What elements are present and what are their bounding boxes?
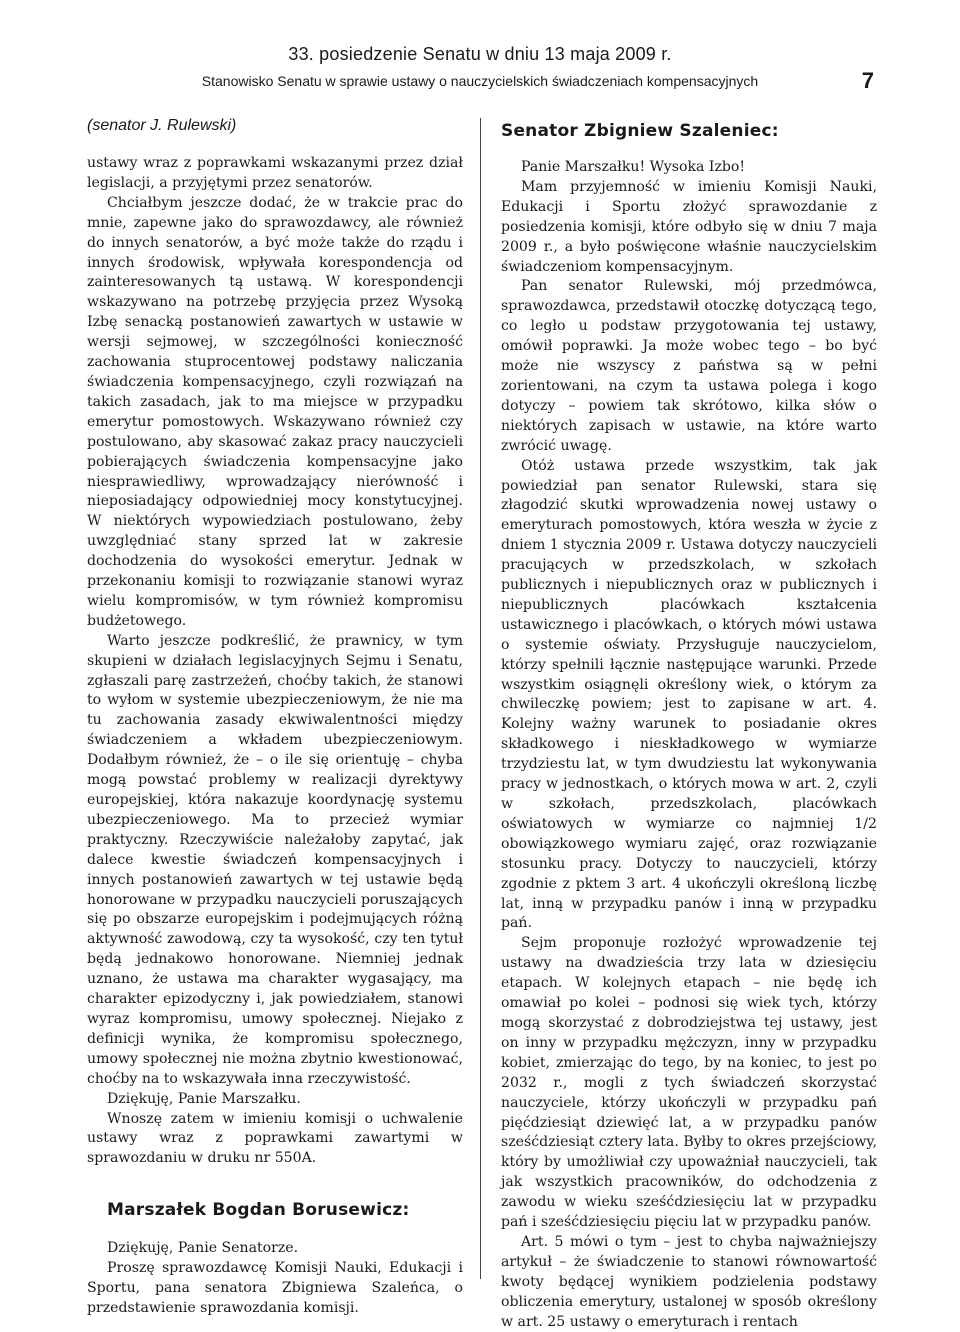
paragraph: Proszę sprawozdawcę Komisji Nauki, Edukacji i Sportu, pana senatora Zbigniewa Szaleńca, o przedstawienie sprawozdania komisji.: [87, 1260, 463, 1316]
speaker-heading: Senator Zbigniew Szaleniec:: [501, 121, 779, 141]
paragraph: Otóż ustawa przede wszystkim, tak jak powiedział pan senator Rulewski, stara się złagodzić skutki wprowadzenia nowej ustawy o emeryturach pomostowych, która weszła w życie z dniem 1 stycznia 2009 r. Ustawa dotyczy nauczycieli pracujących w przedszkolach, w szkołach publicznych i niepublicznych oraz w publicznych i niepublicznych placówkach kształcenia ustawicznego i placówkach, o których mówi ustawa o systemie oświaty. Przysługuje nauczycielom, którzy spełnili łącznie następujące warunki. Przede wszystkim osiągnęli określony wiek, o którym za chwileczkę powiem; jest to zapisane w art. 4. Kolejny ważny warunek to posiadanie okres składkowego i nieskładkowego w wymiarze trzydziestu lat, w tym dwudziestu lat wykonywania pracy w jednostkach, o których mowa w art. 2, czyli w szkołach, przedszkolach, placówkach oświatowych w wymiarze co najmniej 1/2 obowiązkowego wymiaru zajęć, oraz rozwiązanie stosunku pracy. Dotyczy to nauczycieli, którzy zgodnie z pktem 3 art. 4 ukończyli określoną liczbę lat, inną w przypadku panów i inną w przypadku pań.: [501, 457, 877, 932]
paragraph: ustawy wraz z poprawkami wskazanymi przez dział legislacji, a przyjętymi przez senatorów.: [87, 155, 463, 191]
left-column: [87, 116, 463, 1319]
session-title: 33. posiedzenie Senatu w dniu 13 maja 2009 r.: [288, 44, 672, 64]
paragraph: Art. 5 mówi o tym – jest to chyba najważniejszy artykuł – że świadczenie to stanowi równowartość kwoty będącej wynikiem podzielenia podstawy obliczenia emerytury, ustalonej w sposób określony w art. 25 ustawy o emeryturach i rentach: [501, 1233, 877, 1330]
document-subtitle: Stanowisko Senatu w sprawie ustawy o nauczycielskich świadczeniach kompensacyjnych: [201, 73, 759, 89]
paragraph: Pan senator Rulewski, mój przedmówca, sprawozdawca, przedstawił otoczkę dotyczącą tego, co legło u podstaw przygotowania tej ustawy, omówił poprawki. Ja może wobec tego – bo być może nie wszyscy z państwa są w pełni zorientowani, na czym ta ustawa polega i kogo dotyczy – powiem tak skrótowo, kilka słów o niektórych zapisach w ustawie, na które warto zwrócić uwagę.: [501, 278, 877, 454]
paragraph: Wnoszę zatem w imieniu komisji o uchwalenie ustawy wraz z poprawkami zawartymi w sprawozdaniu w druku nr 550A.: [87, 1110, 463, 1167]
column-divider: [480, 118, 481, 1279]
paragraph: Dziękuję, Panie Senatorze.: [107, 1240, 299, 1257]
speaker-note: (senator J. Rulewski): [87, 117, 237, 134]
paragraph: Dziękuję, Panie Marszałku.: [107, 1090, 301, 1107]
paragraph: Chciałbym jeszcze dodać, że w trakcie prac do mnie, zapewne jako do sprawozdawcy, ale również do innych senatorów, a być może także do rządu i innych środowisk, wpływała korespondencja od zainteresowanych tą ustawą. W korespondencji wskazywano na potrzebę przyjęcia przez Wysoką Izbę senacką postanowień zawartych w ustawie w wersji sejmowej, w szczególności konieczność zachowania stuprocentowej podstawy naliczania świadczenia kompensacyjnego, czyli rozwiązań na takich zasadach, jak to ma miejsce w przypadku emerytur pomostowych. Wskazywano również czy postulowano, aby skasować zakaz pracy nauczycieli pobierających świadczenia kompensacyjne jako niesprawiedliwy, wprowadzający nierówność i nieposiadający odpowiedniej mocy konstytucyjnej. W niektórych wypowiedziach postulowano, żeby uwzględniać stany sprzed lat w zakresie dochodzenia do wysokości emerytur. Jednak w przekonaniu komisji to rozwiązanie stanowi wyraz wielu kompromisów, w tym również kompromisu budżetowego.: [87, 194, 463, 629]
paragraph: Warto jeszcze podkreślić, że prawnicy, w tym skupieni w działach legislacyjnych Sejmu i Senatu, zgłaszali parę zastrzeżeń, choćby takich, że stanowi to wyłom w systemie ubezpieczeniowym, że nie ma tu zachowania zasady ekwiwalentności między świadczeniem a wkładem ubezpieczeniowym. Dodałbym również, że – o ile się orientuję – chyba mogą powstać problemy w realizacji dyrektywy europejskiej, która nakazuje koordynację systemu ubezpieczeniowego. Ma to przecież wymiar praktyczny. Rzeczywiście należałoby zapytać, jak dalece kwestie świadczeń kompensacyjnych i innych postanowień zawartych w tej ustawie będą honorowane w przypadku nauczycieli poruszających się po obszarze europejskim i podejmujących różną aktywność zawodową, czy ta wysokość, czy ten tytuł będą jednakowo honorowane. Niemniej jednak uznano, że ustawa ma charakter wygasający, ma charakter epizodyczny i, jak powiedziałem, stanowi wyraz kompromisu, umowy społecznej. Niejako z definicji wynika, że kompromisu społecznego, umowy społecznej nie można zbytnio kwestionować, choćby na to wskazywała inna rzeczywistość.: [87, 632, 463, 1087]
paragraph: Sejm proponuje rozłożyć wprowadzenie tej ustawy na dwadzieścia trzy lata w dziesięciu etapach. W kolejnych etapach – nie będę ich omawiał po kolei – podnosi się wiek tych, którzy mogą skorzystać z dobrodziejstwa tej ustawy, jest on inny w przypadku mężczyzn, inny w przypadku kobiet, zmierzając do tego, by na koniec, to jest po 2032 r., mogli z tych świadczeń skorzystać nauczyciele, którzy ukończyli w przypadku pań pięćdziesiąt dziewięć lat, a w przypadku panów sześćdziesiąt cztery lata. Byłby to okres przejściowy, który by umożliwiał czy upoważniał nauczycieli, tak jak wszystkich pracowników, do odchodzenia z zawodu w wieku sześćdziesięciu lat w przypadku pań i sześćdziesięciu pięciu lat w przypadku panów.: [501, 935, 877, 1231]
speaker-heading: Marszałek Bogdan Borusewicz:: [107, 1200, 410, 1221]
paragraph: Mam przyjemność w imieniu Komisji Nauki, Edukacji i Sportu złożyć sprawozdanie z posiedzenia komisji, które odbyło się w dniu 7 maja 2009 r., a było poświęcone właśnie nauczycielskim świadczeniom kompensacyjnym.: [501, 178, 877, 275]
right-column: [501, 116, 877, 1332]
paragraph: Panie Marszałku! Wysoka Izbo!: [521, 159, 746, 175]
page-number: 7: [861, 68, 874, 93]
